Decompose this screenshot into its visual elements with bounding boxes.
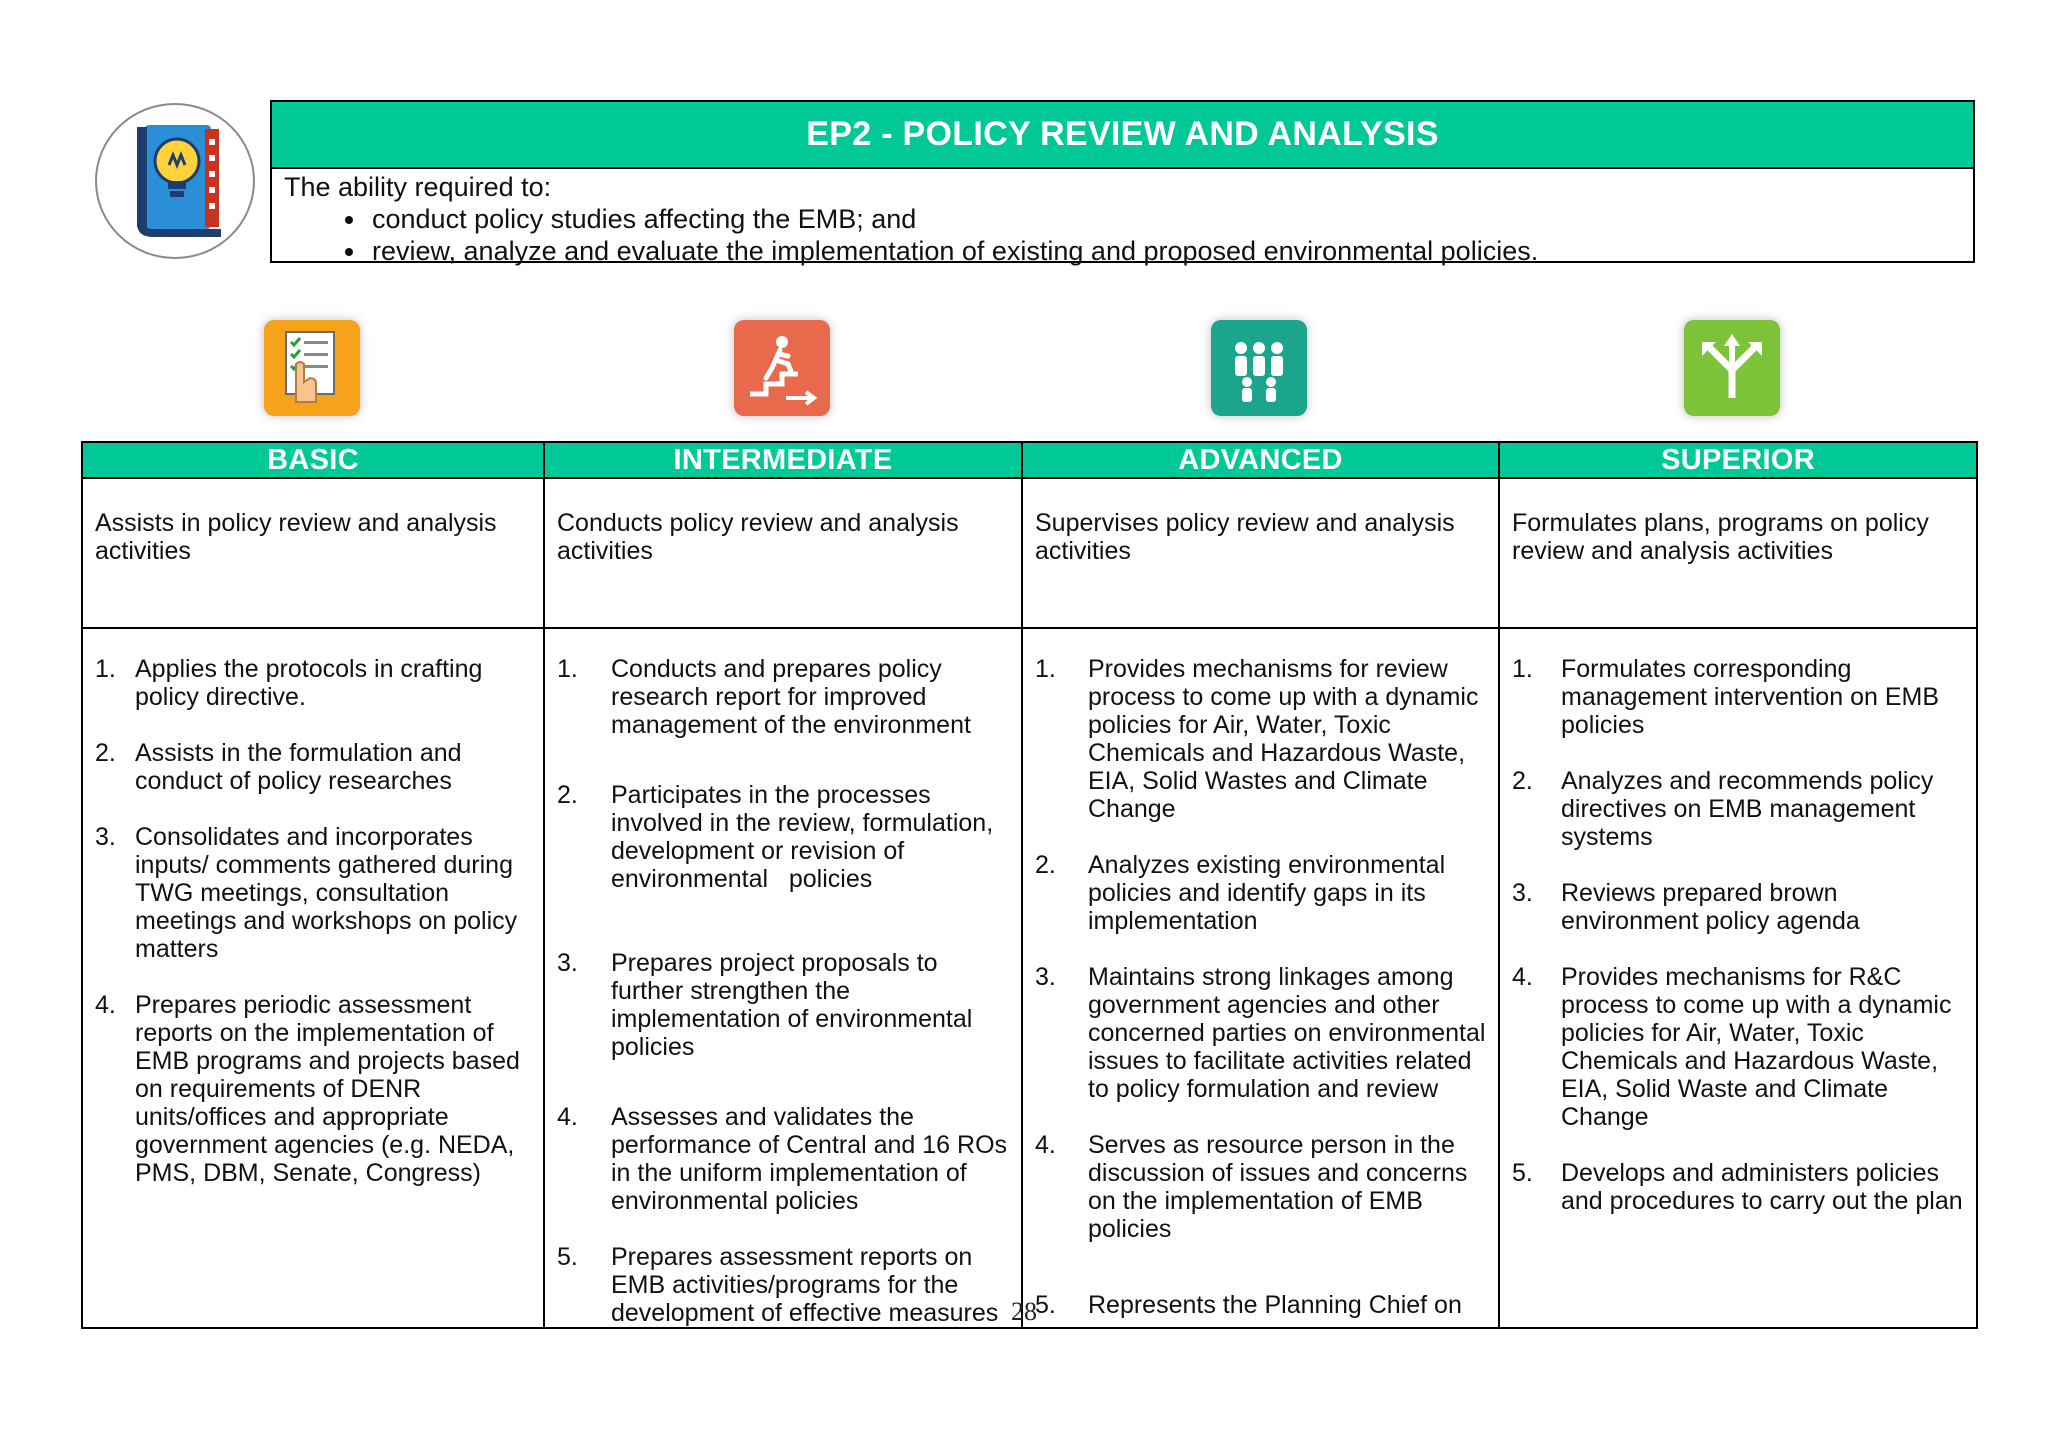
item-number: 4.: [557, 1103, 578, 1131]
item-text: Assesses and validates the performance of Central and 16 ROs in the uniform implementation of environmental policies: [611, 1103, 1008, 1215]
item-number: 3.: [95, 823, 116, 851]
description-bullet: • conduct policy studies affecting the EMB; and: [368, 203, 1961, 235]
item-number: 5.: [1512, 1159, 1533, 1187]
list-item: [1035, 655, 1488, 823]
item-number: 4.: [1035, 1131, 1056, 1159]
item-text: Provides mechanisms for R&C process to come up with a dynamic policies for Air, Water, Toxic Chemicals and Hazardous Waste, EIA, Solid Waste and Climate Change: [1561, 963, 1952, 1131]
item-text: Serves as resource person in the discussion of issues and concerns on the implementation of EMB policies: [1088, 1131, 1468, 1243]
item-text: Prepares periodic assessment reports on the implementation of EMB programs and projects based on requirements of DENR units/offices and appropriate government agencies (e.g. NEDA, PMS, DBM, Senate, Congress): [135, 991, 520, 1187]
item-text: Consolidates and incorporates inputs/ comments gathered during TWG meetings, consultation meetings and workshops on policy matters: [135, 823, 518, 963]
list-item: [1512, 767, 1966, 851]
person-stairs-icon: [726, 312, 838, 424]
list-item: [1035, 1131, 1488, 1243]
item-number: 2.: [95, 739, 116, 767]
item-text: Represents the Planning Chief on: [1088, 1291, 1462, 1319]
list-item: [95, 823, 533, 963]
item-number: 5.: [1035, 1291, 1056, 1319]
diverging-arrows-icon: [1676, 312, 1788, 424]
list-item: [1512, 655, 1966, 739]
list-item: [1512, 879, 1966, 935]
item-text: Prepares assessment reports on EMB activities/programs for the development of effective measures: [611, 1243, 999, 1327]
level-indicators-advanced: [1022, 628, 1499, 1328]
item-text: Assists in the formulation and conduct of policy researches: [135, 739, 462, 795]
level-summary-basic: Assists in policy review and analysis activities: [82, 478, 544, 628]
item-number: 4.: [1512, 963, 1533, 991]
item-number: 3.: [1035, 963, 1056, 991]
description-bullets: [284, 203, 1961, 267]
description-intro: The ability required to:: [284, 172, 552, 202]
item-number: 1.: [95, 655, 116, 683]
item-text: Analyzes existing environmental policies and identify gaps in its implementation: [1088, 851, 1446, 935]
level-indicators-superior: [1499, 628, 1977, 1328]
item-text: Maintains strong linkages among government agencies and other concerned parties on environmental issues to facilitate activities related to policy formulation and review: [1088, 963, 1486, 1103]
competency-title: EP2 - POLICY REVIEW AND ANALYSIS: [272, 102, 1973, 169]
item-text: Analyzes and recommends policy directives on EMB management systems: [1561, 767, 1934, 851]
item-text: Formulates corresponding management intervention on EMB policies: [1561, 655, 1939, 739]
list-item: [95, 739, 533, 795]
page-number: 28: [1011, 1297, 1037, 1326]
book-lightbulb-icon: [95, 103, 255, 259]
item-text: Prepares project proposals to further strengthen the implementation of environmental policies: [611, 949, 973, 1061]
item-number: 4.: [95, 991, 116, 1019]
list-item: [557, 1103, 1011, 1215]
level-summary-intermediate: Conducts policy review and analysis activities: [544, 478, 1022, 628]
list-item: [1512, 963, 1966, 1131]
level-header-basic: BASIC: [82, 442, 544, 478]
item-text: Applies the protocols in crafting policy directive.: [135, 655, 483, 711]
item-number: 2.: [1512, 767, 1533, 795]
item-number: 5.: [557, 1243, 578, 1271]
item-number: 1.: [1035, 655, 1056, 683]
list-item: [1512, 1159, 1966, 1215]
item-text: Provides mechanisms for review process to come up with a dynamic policies for Air, Water, Toxic Chemicals and Hazardous Waste, EIA, Solid Wastes and Climate Change: [1088, 655, 1479, 823]
item-text: Develops and administers policies and procedures to carry out the plan: [1561, 1159, 1963, 1215]
level-indicators-basic: [82, 628, 544, 1328]
list-item: [557, 655, 1011, 739]
checklist-hand-icon: [256, 312, 368, 424]
description-bullet: • review, analyze and evaluate the implementation of existing and proposed environmental policies.: [368, 235, 1961, 267]
level-indicators-intermediate: [544, 628, 1022, 1328]
proficiency-levels-table: [81, 441, 1978, 1329]
item-number: 1.: [1512, 655, 1533, 683]
item-number: 2.: [557, 781, 578, 809]
list-item: [95, 655, 533, 711]
list-item: [557, 949, 1011, 1061]
item-number: 1.: [557, 655, 578, 683]
competency-description: [272, 171, 1973, 267]
item-number: 3.: [1512, 879, 1533, 907]
item-text: Reviews prepared brown environment policy agenda: [1561, 879, 1860, 935]
item-text: Conducts and prepares policy research report for improved management of the environment: [611, 655, 971, 739]
item-number: 3.: [557, 949, 578, 977]
level-header-intermediate: INTERMEDIATE: [544, 442, 1022, 478]
level-summary-superior: Formulates plans, programs on policy review and analysis activities: [1499, 478, 1977, 628]
list-item: [1035, 851, 1488, 935]
level-summary-advanced: Supervises policy review and analysis activities: [1022, 478, 1499, 628]
list-item: [1035, 963, 1488, 1103]
list-item: [95, 991, 533, 1187]
level-header-superior: SUPERIOR: [1499, 442, 1977, 478]
list-item: [557, 781, 1011, 893]
item-number: 2.: [1035, 851, 1056, 879]
level-header-advanced: ADVANCED: [1022, 442, 1499, 478]
people-group-icon: [1203, 312, 1315, 424]
competency-header: [270, 100, 1975, 266]
item-text: Participates in the processes involved in the review, formulation, development or revision of environmental policies: [611, 781, 1001, 893]
